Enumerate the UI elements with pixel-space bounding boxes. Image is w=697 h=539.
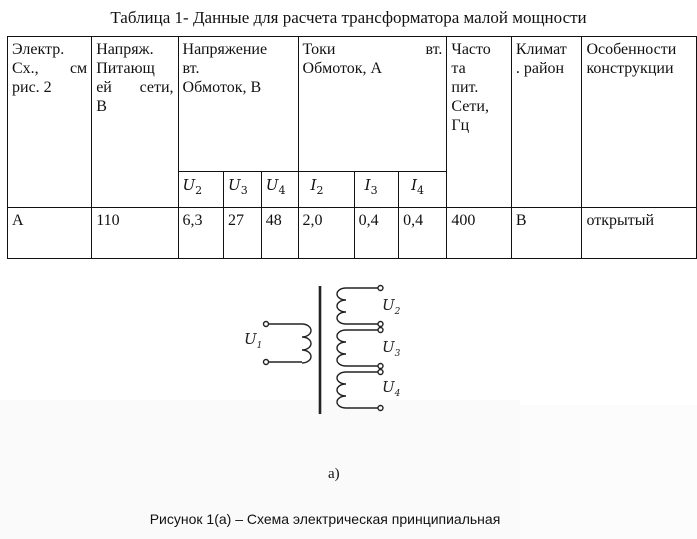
header-row [8, 37, 697, 172]
table-row [8, 208, 697, 259]
sub-header-i2: $I_2$ [298, 172, 354, 208]
cell-i4: 0,4 [399, 208, 447, 259]
label-u1: $U_1$ [244, 330, 263, 351]
cell-i2: 2,0 [298, 208, 354, 259]
sub-header-u3: $U_3$ [224, 172, 262, 208]
header-features [582, 37, 697, 208]
sub-header-i4: $I_4$ [399, 172, 447, 208]
header-freq-line1: Часто [451, 41, 491, 58]
figure-sublabel: а) [328, 466, 340, 482]
label-u2: $U_2$ [382, 296, 401, 317]
header-supply-line2: Питающ [96, 60, 155, 77]
secondary-winding-u3 [337, 328, 383, 369]
header-climate-line1: Климат [515, 41, 567, 58]
secondary-winding-u2 [337, 286, 383, 327]
header-freq-line2: та [451, 60, 466, 77]
header-supply-voltage [92, 37, 178, 208]
header-features-line2: конструкции [586, 60, 674, 77]
header-voltage-line3: Обмоток, В [182, 79, 262, 96]
header-climate-line2: . район [515, 60, 565, 77]
header-climate [511, 37, 582, 208]
header-freq-line5: Гц [451, 117, 470, 134]
cell-scheme: А [8, 208, 92, 259]
cell-u3: 27 [224, 208, 262, 259]
transformer-data-table [7, 36, 697, 259]
header-voltage-line1: Напряжение [182, 41, 268, 58]
header-currents [298, 37, 447, 172]
sub-header-u4: $U_4$ [261, 172, 298, 208]
header-currents-line1: Токи вт. [302, 41, 443, 58]
cell-features: открытый [582, 208, 697, 259]
header-supply-line3: ей сети, [96, 79, 174, 96]
header-scheme-line3: рис. 2 [12, 79, 52, 96]
cell-climate: В [511, 208, 582, 259]
label-u4: $U_4$ [382, 378, 401, 399]
sub-header-i3: $I_3$ [354, 172, 398, 208]
cell-supply-voltage: 110 [92, 208, 178, 259]
header-scheme [8, 37, 92, 208]
cell-u2: 6,3 [178, 208, 224, 259]
header-features-line1: Особенности [586, 41, 677, 58]
primary-winding [264, 322, 312, 365]
transformer-schematic [230, 278, 430, 418]
header-supply-line1: Напряж. [96, 41, 154, 58]
cell-u4: 48 [261, 208, 298, 259]
sub-header-u2: $U_2$ [178, 172, 224, 208]
secondary-winding-u4 [337, 370, 383, 411]
table-title: Таблица 1- Данные для расчета трансформатора малой мощности [110, 8, 587, 27]
header-frequency [447, 37, 511, 208]
cell-i3: 0,4 [354, 208, 398, 259]
cell-frequency: 400 [447, 208, 511, 259]
label-u3: $U_3$ [382, 338, 401, 359]
header-voltage-line2: вт. [182, 60, 200, 77]
header-winding-voltage [178, 37, 298, 172]
figure-caption: Рисунок 1(а) – Схема электрическая принципиальная [149, 511, 501, 527]
header-freq-line3: пит. [451, 79, 479, 96]
header-scheme-line2: Сх., см [12, 60, 88, 77]
header-freq-line4: Сети, [451, 98, 489, 115]
header-supply-line4: В [96, 98, 107, 115]
header-scheme-line1: Электр. [12, 41, 65, 58]
header-currents-line2: Обмоток, А [302, 60, 383, 77]
